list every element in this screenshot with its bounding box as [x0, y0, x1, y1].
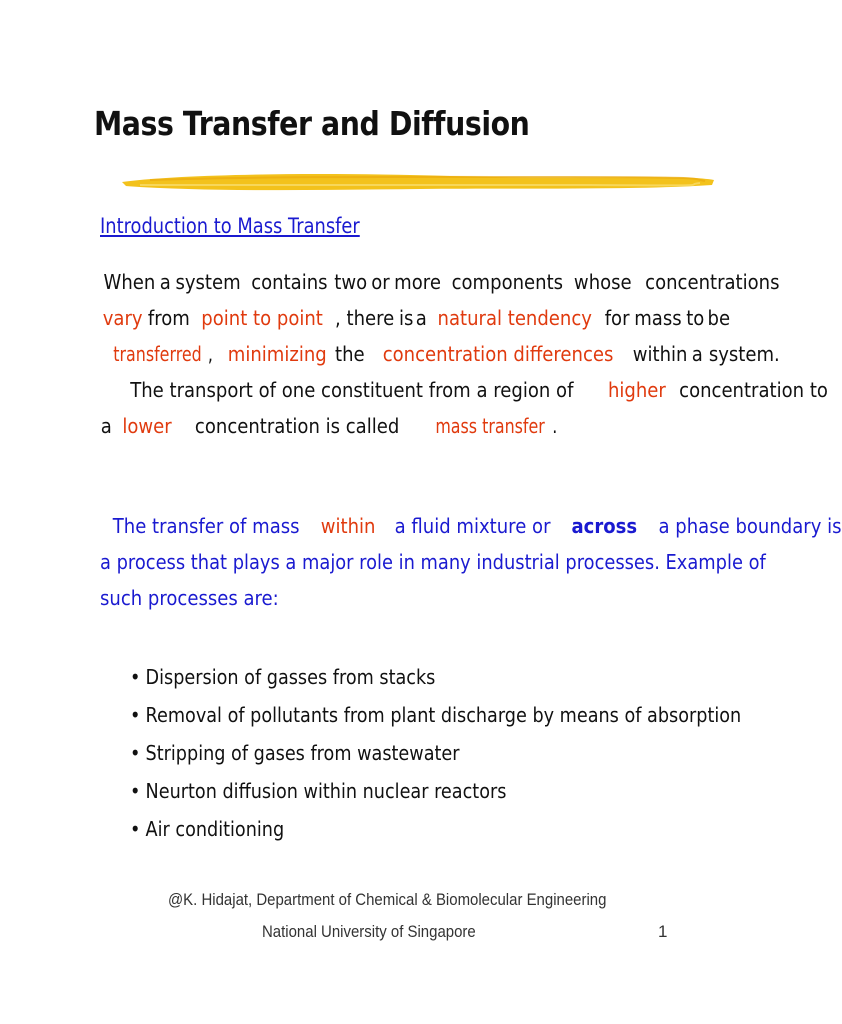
word: mass: [634, 306, 682, 330]
word: two: [334, 270, 368, 294]
title-underline-brush: [120, 170, 716, 194]
text: The transfer of mass: [112, 514, 300, 538]
intro-line-1: [100, 264, 780, 300]
highlight-term: concentration differences: [382, 342, 614, 366]
text: The transport of one constituent from a region of: [130, 378, 574, 402]
word: , there: [335, 306, 395, 330]
list-item: • Removal of pollutants from plant discharge by means of absorption: [130, 696, 741, 734]
word: contains: [250, 270, 328, 294]
highlight-term: minimizing: [227, 342, 327, 366]
word: concentrations: [645, 270, 780, 294]
highlight-term: mass transfer: [435, 414, 545, 438]
word: within: [632, 342, 688, 366]
intro-paragraph: [100, 264, 829, 444]
intro-line-3: [100, 336, 780, 372]
word: or: [370, 270, 390, 294]
text: a phase boundary is: [658, 514, 842, 538]
text: concentration to: [679, 378, 829, 402]
highlight-term: point to point: [201, 306, 323, 330]
highlight-term: natural tendency: [437, 306, 593, 330]
intro-line-5: [100, 408, 674, 444]
emphasis-term: across: [571, 514, 637, 538]
list-item: • Dispersion of gasses from stacks: [130, 658, 741, 696]
process-line-1: [100, 508, 842, 544]
list-item: • Stripping of gases from wastewater: [130, 734, 741, 772]
page-number: 1: [658, 922, 668, 941]
word: for: [604, 306, 630, 330]
text: concentration is called: [194, 414, 399, 438]
word: a: [159, 270, 171, 294]
footer-institution: National University of Singapore: [262, 922, 476, 941]
highlight-term: transferred: [113, 342, 202, 366]
text: a process that plays a major role in many industrial processes. Example of: [100, 550, 766, 574]
highlight-term: within: [321, 514, 376, 538]
highlight-term: vary: [102, 306, 143, 330]
highlight-term: higher: [607, 378, 666, 402]
word: ,: [208, 342, 214, 366]
word: to: [686, 306, 705, 330]
list-item: • Air conditioning: [130, 810, 741, 848]
word: be: [707, 306, 730, 330]
process-line-3: [100, 580, 674, 616]
section-subheading: Introduction to Mass Transfer: [100, 214, 360, 238]
intro-line-4: [100, 372, 829, 408]
word: from: [148, 306, 191, 330]
word: the: [335, 342, 365, 366]
word: more: [393, 270, 441, 294]
slide-title: Mass Transfer and Diffusion: [94, 104, 530, 143]
word: a: [691, 342, 703, 366]
process-line-2: [100, 544, 766, 580]
text: a fluid mixture or: [395, 514, 551, 538]
text: such processes are:: [100, 586, 279, 610]
word: .: [552, 414, 558, 438]
word: a: [100, 414, 112, 438]
word: is: [399, 306, 414, 330]
examples-list: [130, 658, 841, 848]
word: system.: [708, 342, 780, 366]
highlight-term: lower: [121, 414, 172, 438]
list-item: • Neurton diffusion within nuclear reactors: [130, 772, 741, 810]
word: whose: [574, 270, 633, 294]
process-paragraph: [100, 508, 842, 616]
word: a: [415, 306, 427, 330]
footer-author: @K. Hidajat, Department of Chemical & Biomolecular Engineering: [168, 890, 607, 909]
intro-line-2: [100, 300, 730, 336]
word: When: [103, 270, 156, 294]
word: components: [451, 270, 563, 294]
word: system: [175, 270, 242, 294]
